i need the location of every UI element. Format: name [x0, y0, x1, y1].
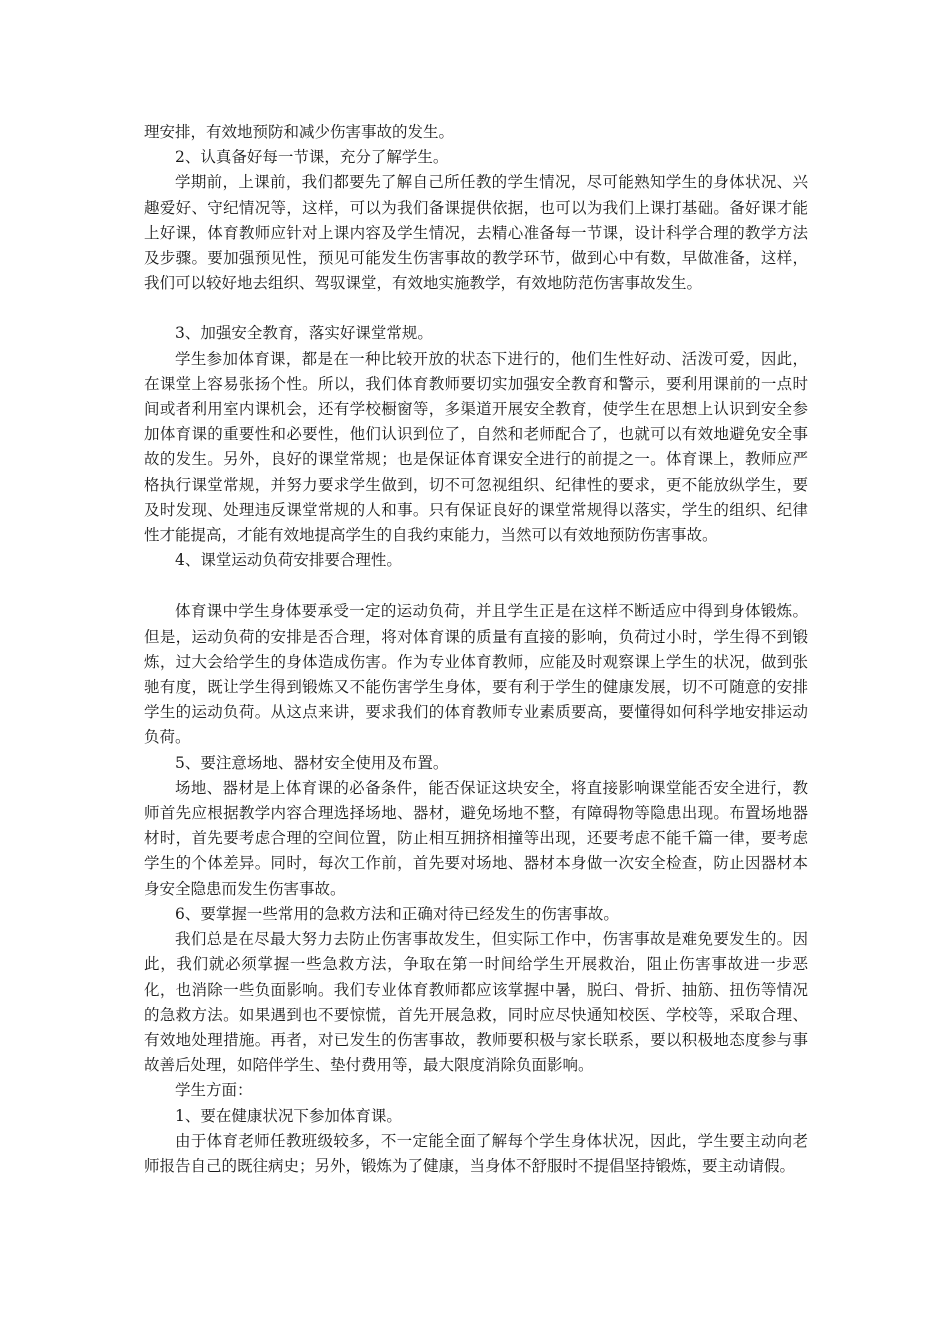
paragraph-health-condition: 由于体育老师任教班级较多，不一定能全面了解每个学生身体状况，因此，学生要主动向老师报告自己的既往病史；另外，锻炼为了健康，当身体不舒服时不提倡坚持锻炼，要主动请假。 — [144, 1131, 808, 1175]
section-heading-students: 学生方面： — [175, 1081, 253, 1100]
paragraph-prepare-lessons: 学期前，上课前，我们都要先了解自己所任教的学生情况，尽可能熟知学生的身体状况、兴趣爱好、守纪情况等，这样，可以为我们备课提供依据，也可以为我们上课打基础。备好课才能上好课，体育教师应针对上课内容及学生情况，去精心准备每一节课，设计科学合理的教学方法及步骤。要加强预见性，预见可能发生伤害事故的教学环节，做到心中有数，早做准备，这样，我们可以较好地去组织、驾驭课堂，有效地实施教学，有效地防范伤害事故发生。 — [144, 173, 808, 293]
paragraph-continuation: 理安排，有效地预防和减少伤害事故的发生。 — [144, 123, 455, 141]
section-heading-student-1: 1、要在健康状况下参加体育课。 — [175, 1106, 402, 1125]
document-body — [144, 120, 808, 1179]
section-heading-3: 3、加强安全教育，落实好课堂常规。 — [175, 324, 433, 343]
paragraph-safety-education: 学生参加体育课，都是在一种比较开放的状态下进行的，他们生性好动、活泼可爱，因此，在课堂上容易张扬个性。所以，我们体育教师要切实加强安全教育和警示，要利用课前的一点时间或者利用室内课机会，还有学校橱窗等，多渠道开展安全教育，使学生在思想上认识到安全参加体育课的重要性和必要性，他们认识到位了，自然和老师配合了，也就可以有效地避免安全事故的发生。另外，良好的课堂常规；也是保证体育课安全进行的前提之一。体育课上，教师应严格执行课堂常规，并努力要求学生做到，切不可忽视组织、纪律性的要求，更不能放纵学生，要及时发现、处理违反课堂常规的人和事。只有保证良好的课堂常规得以落实，学生的组织、纪律性才能提高，才能有效地提高学生的自我约束能力，当然可以有效地预防伤害事故。 — [144, 349, 808, 545]
section-heading-4: 4、课堂运动负荷安排要合理性。 — [175, 551, 402, 570]
section-heading-2: 2、认真备好每一节课，充分了解学生。 — [175, 148, 449, 167]
paragraph-exercise-load: 体育课中学生身体要承受一定的运动负荷，并且学生正是在这样不断适应中得到身体锻炼。但是，运动负荷的安排是否合理，将对体育课的质量有直接的影响，负荷过小时，学生得不到锻炼，过大会给学生的身体造成伤害。作为专业体育教师，应能及时观察课上学生的状况，做到张驰有度，既让学生得到锻炼又不能伤害学生身体，要有利于学生的健康发展，切不可随意的安排学生的运动负荷。从这点来讲，要求我们的体育教师专业素质要高，要懂得如何科学地安排运动负荷。 — [144, 602, 808, 747]
paragraph-venue-equipment: 场地、器材是上体育课的必备条件，能否保证这块安全，将直接影响课堂能否安全进行，教师首先应根据教学内容合理选择场地、器材，避免场地不整，有障碍物等隐患出现。布置场地器材时，首先要考虑合理的空间位置，防止相互拥挤相撞等出现，还要考虑不能千篇一律，要考虑学生的个体差异。同时，每次工作前，首先要对场地、器材本身做一次安全检查，防止因器材本身安全隐患而发生伤害事故。 — [144, 778, 808, 898]
paragraph-first-aid: 我们总是在尽最大努力去防止伤害事故发生，但实际工作中，伤害事故是难免要发生的。因此，我们就必须掌握一些急救方法，争取在第一时间给学生开展救治，阻止伤害事故进一步恶化，也消除一些负面影响。我们专业体育教师都应该掌握中暑，脱臼、骨折、抽筋、扭伤等情况的急救方法。如果遇到也不要惊慌，首先开展急救，同时应尽快通知校医、学校等，采取合理、有效地处理措施。再者，对已发生的伤害事故，教师要积极与家长联系，要以积极地态度参与事故善后处理，如陪伴学生、垫付费用等，最大限度消除负面影响。 — [144, 930, 808, 1075]
section-heading-6: 6、要掌握一些常用的急救方法和正确对待已经发生的伤害事故。 — [175, 904, 619, 923]
section-heading-5: 5、要注意场地、器材安全使用及布置。 — [175, 753, 449, 772]
